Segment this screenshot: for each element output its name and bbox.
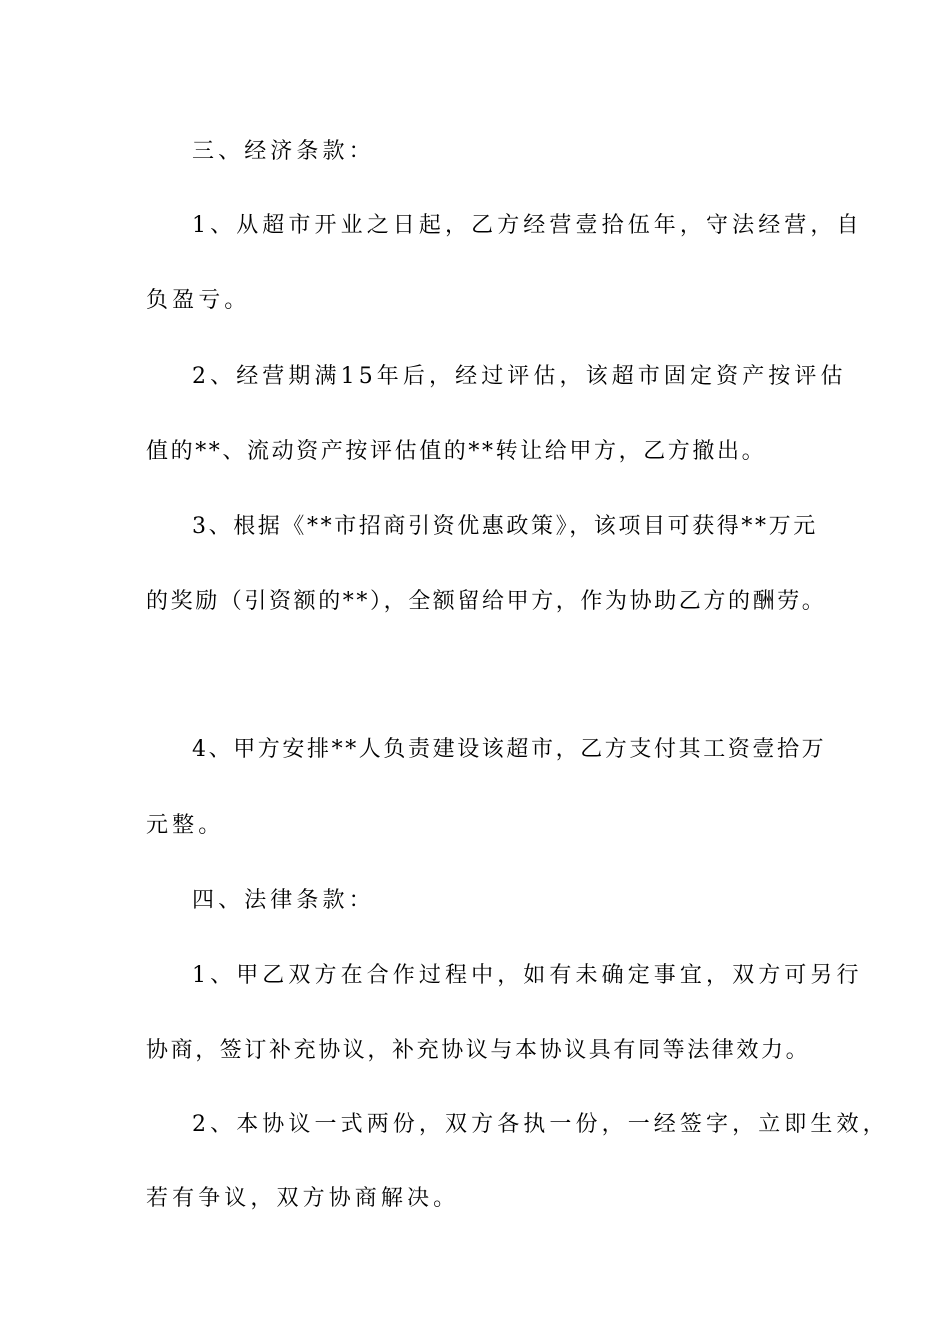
section-heading-economic-terms: 三、经济条款： (192, 139, 375, 164)
economic-clause-4-line-1: 4、甲方安排**人负责建设该超市，乙方支付其工资壹拾万 (192, 737, 827, 762)
economic-clause-1-line-2: 负盈亏。 (146, 288, 251, 313)
economic-clause-3-line-2: 的奖励（引资额的**），全额留给甲方，作为协助乙方的酬劳。 (146, 589, 827, 614)
economic-clause-3-line-1: 3、根据《**市招商引资优惠政策》，该项目可获得**万元 (192, 514, 818, 539)
legal-clause-1-line-1: 1、甲乙双方在合作过程中，如有未确定事宜，双方可另行 (192, 963, 863, 988)
economic-clause-4-line-2: 元整。 (146, 813, 225, 838)
economic-clause-2-line-2: 值的**、流动资产按评估值的**转让给甲方，乙方撤出。 (146, 439, 767, 464)
legal-clause-2-line-2: 若有争议，双方协商解决。 (146, 1186, 460, 1211)
legal-clause-1-line-2: 协商，签订补充协议，补充协议与本协议具有同等法律效力。 (146, 1038, 811, 1063)
economic-clause-2-line-1: 2、经营期满15年后，经过评估，该超市固定资产按评估 (192, 364, 847, 389)
section-heading-legal-terms: 四、法律条款： (192, 888, 375, 913)
legal-clause-2-line-1: 2、本协议一式两份，双方各执一份，一经签字，立即生效， (192, 1112, 889, 1137)
economic-clause-1-line-1: 1、从超市开业之日起，乙方经营壹拾伍年，守法经营，自 (192, 213, 863, 238)
